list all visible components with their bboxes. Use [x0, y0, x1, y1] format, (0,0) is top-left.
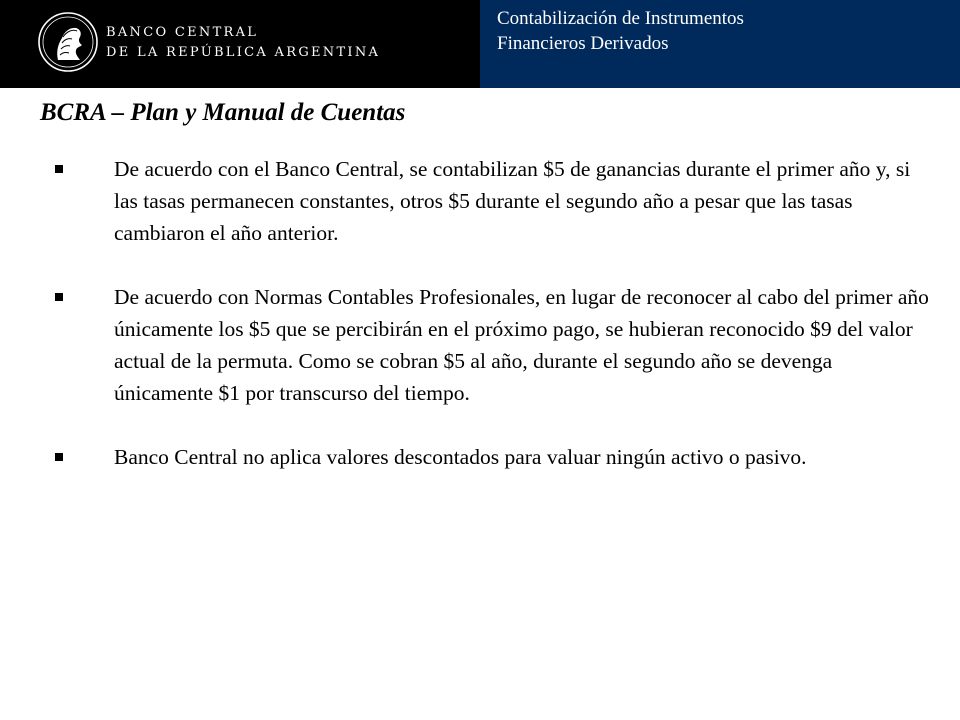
square-bullet-icon [55, 293, 63, 301]
bullet-list [52, 153, 932, 505]
square-bullet-icon [55, 453, 63, 461]
bullet-text: Banco Central no aplica valores descontados para valuar ningún activo o pasivo. [114, 445, 807, 469]
bank-name [106, 23, 380, 63]
section-title: BCRA – Plan y Manual de Cuentas [40, 99, 406, 126]
bullet-item [52, 441, 932, 473]
bullet-text: De acuerdo con Normas Contables Profesionales, en lugar de reconocer al cabo del primer año únicamente los $5 que se percibirán en el próximo pago, se hubieran reconocido $9 del valor actual de la permuta. Como se cobran $5 al año, durante el segundo año se devenga únicamente $1 por transcurso del tiempo. [114, 285, 929, 405]
bank-name-line-2: DE LA REPÚBLICA ARGENTINA [106, 45, 381, 60]
bullet-item [52, 153, 932, 249]
bank-name-line-1: BANCO CENTRAL [106, 25, 259, 40]
document-title-line-1: Contabilización de Instrumentos [497, 8, 744, 29]
document-title [497, 6, 744, 56]
bullet-item [52, 281, 932, 409]
bullet-text: De acuerdo con el Banco Central, se contabilizan $5 de ganancias durante el primer año y, si las tasas permanecen constantes, otros $5 durante el segundo año a pesar que las tasas cambiaron el año anterior. [114, 157, 911, 245]
header-brand-band [0, 0, 480, 88]
document-title-line-2: Financieros Derivados [497, 33, 669, 54]
effigy-seal-icon [36, 10, 100, 74]
square-bullet-icon [55, 165, 63, 173]
